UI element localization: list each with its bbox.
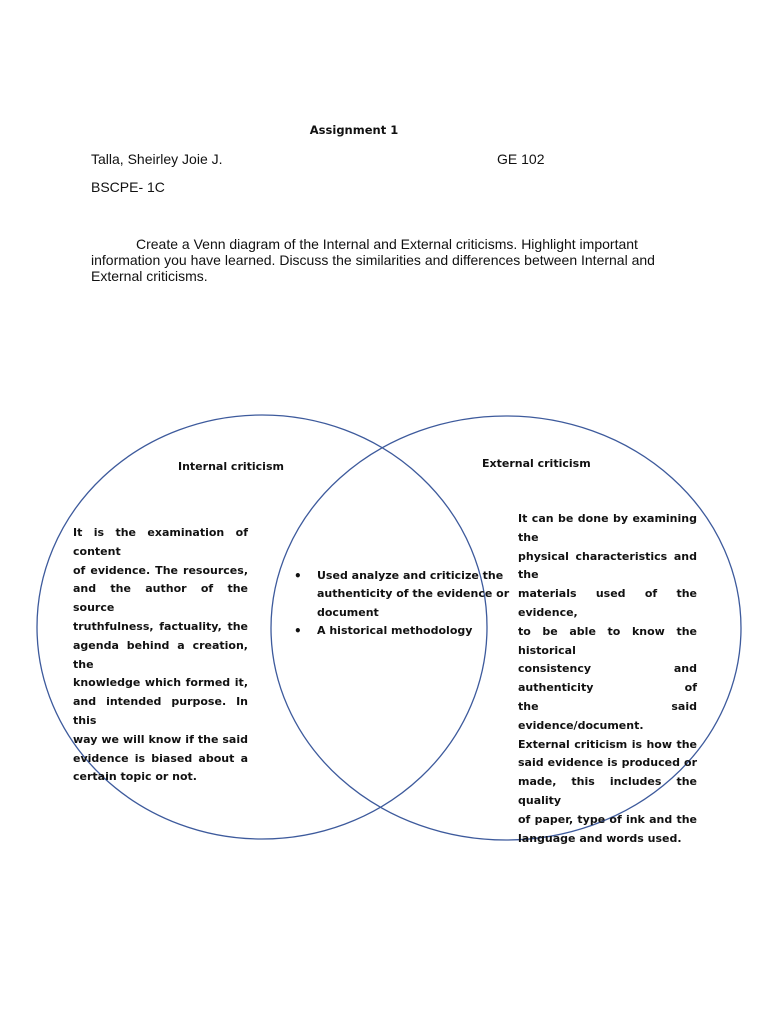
similarity-line: Used analyze and criticize the bbox=[317, 569, 504, 582]
similarity-line: authenticity of the evidence or bbox=[317, 587, 510, 601]
description-line: It can be done by examining the bbox=[518, 512, 697, 544]
description-line: made, this includes the quality bbox=[518, 775, 697, 807]
course-code: GE 102 bbox=[497, 151, 545, 167]
similarity-line: document bbox=[317, 605, 379, 619]
description-line: truthfulness, factuality, the bbox=[73, 619, 248, 633]
student-name: Talla, Sheirley Joie J. bbox=[91, 151, 223, 167]
bullet-icon: • bbox=[294, 624, 302, 639]
description-line: agenda behind a creation, the bbox=[73, 638, 248, 671]
similarity-line: A historical methodology bbox=[317, 624, 473, 638]
description-line: External criticism is how the bbox=[518, 737, 697, 751]
description-line: language and words used. bbox=[518, 831, 682, 845]
description-line: way we will know if the said bbox=[73, 732, 248, 746]
description-line: knowledge which formed it, bbox=[73, 676, 248, 690]
description-line: of paper, type of ink and the bbox=[518, 812, 697, 826]
description-line: physical characteristics and the bbox=[518, 549, 697, 582]
similarities-list bbox=[293, 567, 510, 641]
description-line: and the author of the source bbox=[73, 582, 248, 615]
internal-criticism-heading: Internal criticism bbox=[178, 460, 284, 473]
description-line: and intended purpose. In this bbox=[73, 695, 248, 727]
assignment-title: Assignment 1 bbox=[309, 123, 399, 137]
external-criticism-heading: External criticism bbox=[482, 457, 591, 470]
internal-criticism-description bbox=[73, 524, 248, 787]
similarity-item bbox=[293, 567, 510, 622]
description-line: materials used of the evidence, bbox=[518, 587, 697, 619]
similarity-item bbox=[293, 622, 503, 640]
instructions-line: information you have learned. Discuss the similarities and differences between Internal and bbox=[91, 252, 655, 268]
bullet-icon: • bbox=[294, 569, 302, 583]
course-section: BSCPE- 1C bbox=[91, 179, 165, 195]
description-line: evidence is biased about a bbox=[73, 751, 248, 765]
description-line: to be able to know the historical bbox=[518, 624, 697, 657]
instructions-line: Create a Venn diagram of the Internal and External criticisms. Highlight important bbox=[136, 236, 638, 252]
description-line: It is the examination of content bbox=[73, 526, 248, 558]
description-line: said evidence is produced or bbox=[518, 756, 697, 770]
description-line: consistency and authenticity of bbox=[518, 662, 697, 695]
external-criticism-description bbox=[518, 510, 697, 848]
description-line: certain topic or not. bbox=[73, 770, 197, 784]
description-line: the said evidence/document. bbox=[518, 699, 697, 732]
instructions-line: External criticisms. bbox=[91, 268, 208, 284]
description-line: of evidence. The resources, bbox=[73, 563, 248, 577]
